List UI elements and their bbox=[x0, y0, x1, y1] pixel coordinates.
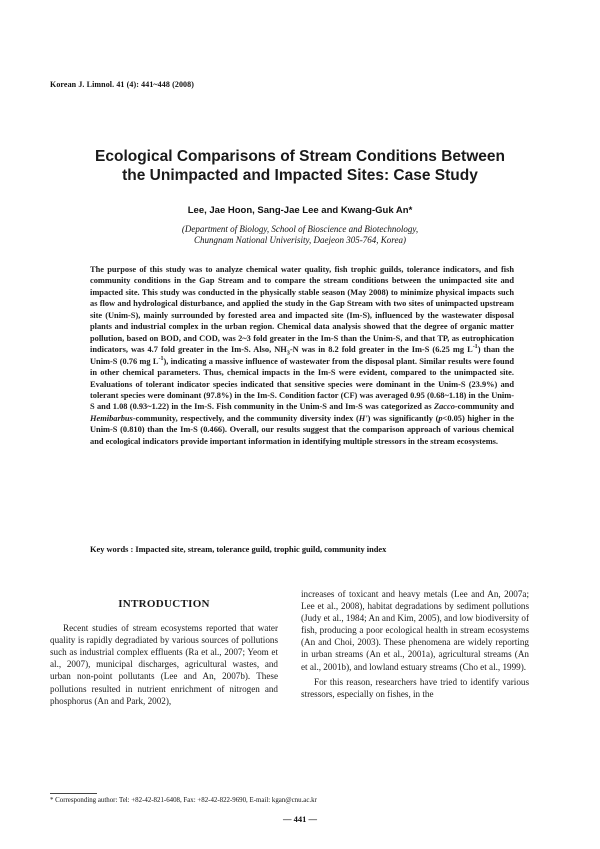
abstract-species-name: Zacco bbox=[433, 402, 455, 412]
paper-title bbox=[60, 147, 540, 185]
abstract-superscript: -1 bbox=[158, 355, 164, 362]
author-list: Lee, Jae Hoon, Sang-Jae Lee and Kwang-Guk An* bbox=[187, 205, 413, 216]
right-column bbox=[301, 588, 529, 700]
intro-paragraph: Recent studies of stream ecosystems reported that water quality is rapidly degradiated by various sources of pollutions such as industrial complex effluents (Ra et al., 2007; Yeom et al., 2007), municipal discharges, agricultural wastes, and urban non-point pollutants (Lee and An, 2007b). These pollutions resulted in nutrient enrichment of nitrogen and phosphorus (An and Park, 2002), bbox=[50, 623, 278, 706]
journal-reference: Korean J. Limnol. 41 (4): 441~448 (2008) bbox=[50, 80, 195, 89]
footnote-rule bbox=[50, 793, 97, 794]
affiliation-line-1: (Department of Biology, School of Bioscience and Biotechnology, bbox=[181, 224, 419, 234]
abstract-text: ) was significantly ( bbox=[367, 413, 439, 423]
abstract-text: ) than the Unim-S (0.76 mg L bbox=[90, 345, 514, 366]
left-column bbox=[50, 596, 278, 707]
affiliation bbox=[60, 224, 540, 246]
corresponding-author-footnote: * Corresponding author: Tel: +82-42-821-6408, Fax: +82-42-822-9690, E-mail: kgan@cnu.ac.kr bbox=[50, 797, 317, 804]
intro-paragraph-continued: increases of toxicant and heavy metals (Lee and An, 2007a; Lee et al., 2008), habitat degradations by sediment pollutions (Judy et al., 1984; An and Kim, 2005), and low biodiversity of fish, producing a poor ecological health in stream ecosystems (An and Choi, 2003). These phenomena are widely reporting in urban streams (An et al., 2001a), agricultural streams (An et al., 2001b), and lowland estuary streams (Cho et al., 1999). bbox=[301, 589, 529, 672]
abstract-text: ), indicating a massive influence of wastewater from the disposal plant. Similar results were found in other chemical parameters. Thus, chemical impacts in the Im-S were evident, compared to the unimpacted site. Evaluations of tolerant indicator species indicated that sensitive species were dominant in the Unim-S (23.9%) and tolerant species were dominant (97.8%) in the Im-S. Condition factor (CF) was averaged 0.95 (0.68~1.18) in the Unim-S and 1.08 (0.93~1.22) in the Im-S. Fish community in the Unim-S and Im-S was categorized as bbox=[90, 356, 515, 412]
title-line-2: the Unimpacted and Impacted Sites: Case Study bbox=[122, 167, 478, 184]
abstract-text: The purpose of this study was to analyze chemical water quality, fish trophic guilds, tolerance indicators, and fish community conditions in the Gap Stream and to compare the stream conditions between the unimpacted site and impacted site. This study was conducted in the physically stable season (May 2008) to minimize physical impacts such as flow and hydrological disturbance, and applied the study in the Gap Stream with two sites of unimpacted upstream site (Unim-S), mainly surrounded by forested area and impacted site (Im-S), influenced by the wastewater disposal plants and industrial complex in the urban region. Chemical data analysis showed that the degree of organic matter pollution, based on BOD, and COD, was 2~3 fold greater in the Im-S than the Unim-S, and that TP, as eutrophication indicators, was 4.7 fold greater in the Im-S. Also, NH bbox=[90, 265, 514, 355]
abstract-text: -community, respectively, and the community diversity index ( bbox=[132, 413, 359, 423]
abstract-superscript: -1 bbox=[472, 344, 478, 351]
section-heading-introduction: INTRODUCTION bbox=[118, 598, 210, 610]
intro-paragraph: For this reason, researchers have tried to identify various stressors, especially on fishes, in the bbox=[301, 676, 529, 699]
abstract-species-name: Hemibarbus bbox=[90, 413, 133, 423]
abstract-text: -N was in 8.2 fold greater in the Im-S (6.25 mg L bbox=[289, 345, 473, 355]
affiliation-line-2: Chungnam National Univerisity, Daejeon 305-764, Korea) bbox=[194, 235, 406, 245]
keywords: Key words : Impacted site, stream, tolerance guild, trophic guild, community index bbox=[90, 545, 387, 554]
abstract-symbol: H' bbox=[358, 413, 368, 423]
abstract-text: -community and bbox=[454, 402, 514, 412]
page-number: — 441 — bbox=[283, 814, 317, 824]
abstract-subscript: 3 bbox=[286, 350, 290, 357]
abstract-text: <0.05) higher in the Unim-S (0.810) than the Im-S (0.466). Overall, our results suggest that the comparison approach of various chemical and ecological indicators provide important information in identifying multiple stressors in the stream ecosystems. bbox=[90, 413, 514, 446]
abstract bbox=[90, 264, 514, 447]
abstract-symbol: p bbox=[438, 413, 443, 423]
title-line-1: Ecological Comparisons of Stream Conditions Between bbox=[95, 148, 505, 165]
